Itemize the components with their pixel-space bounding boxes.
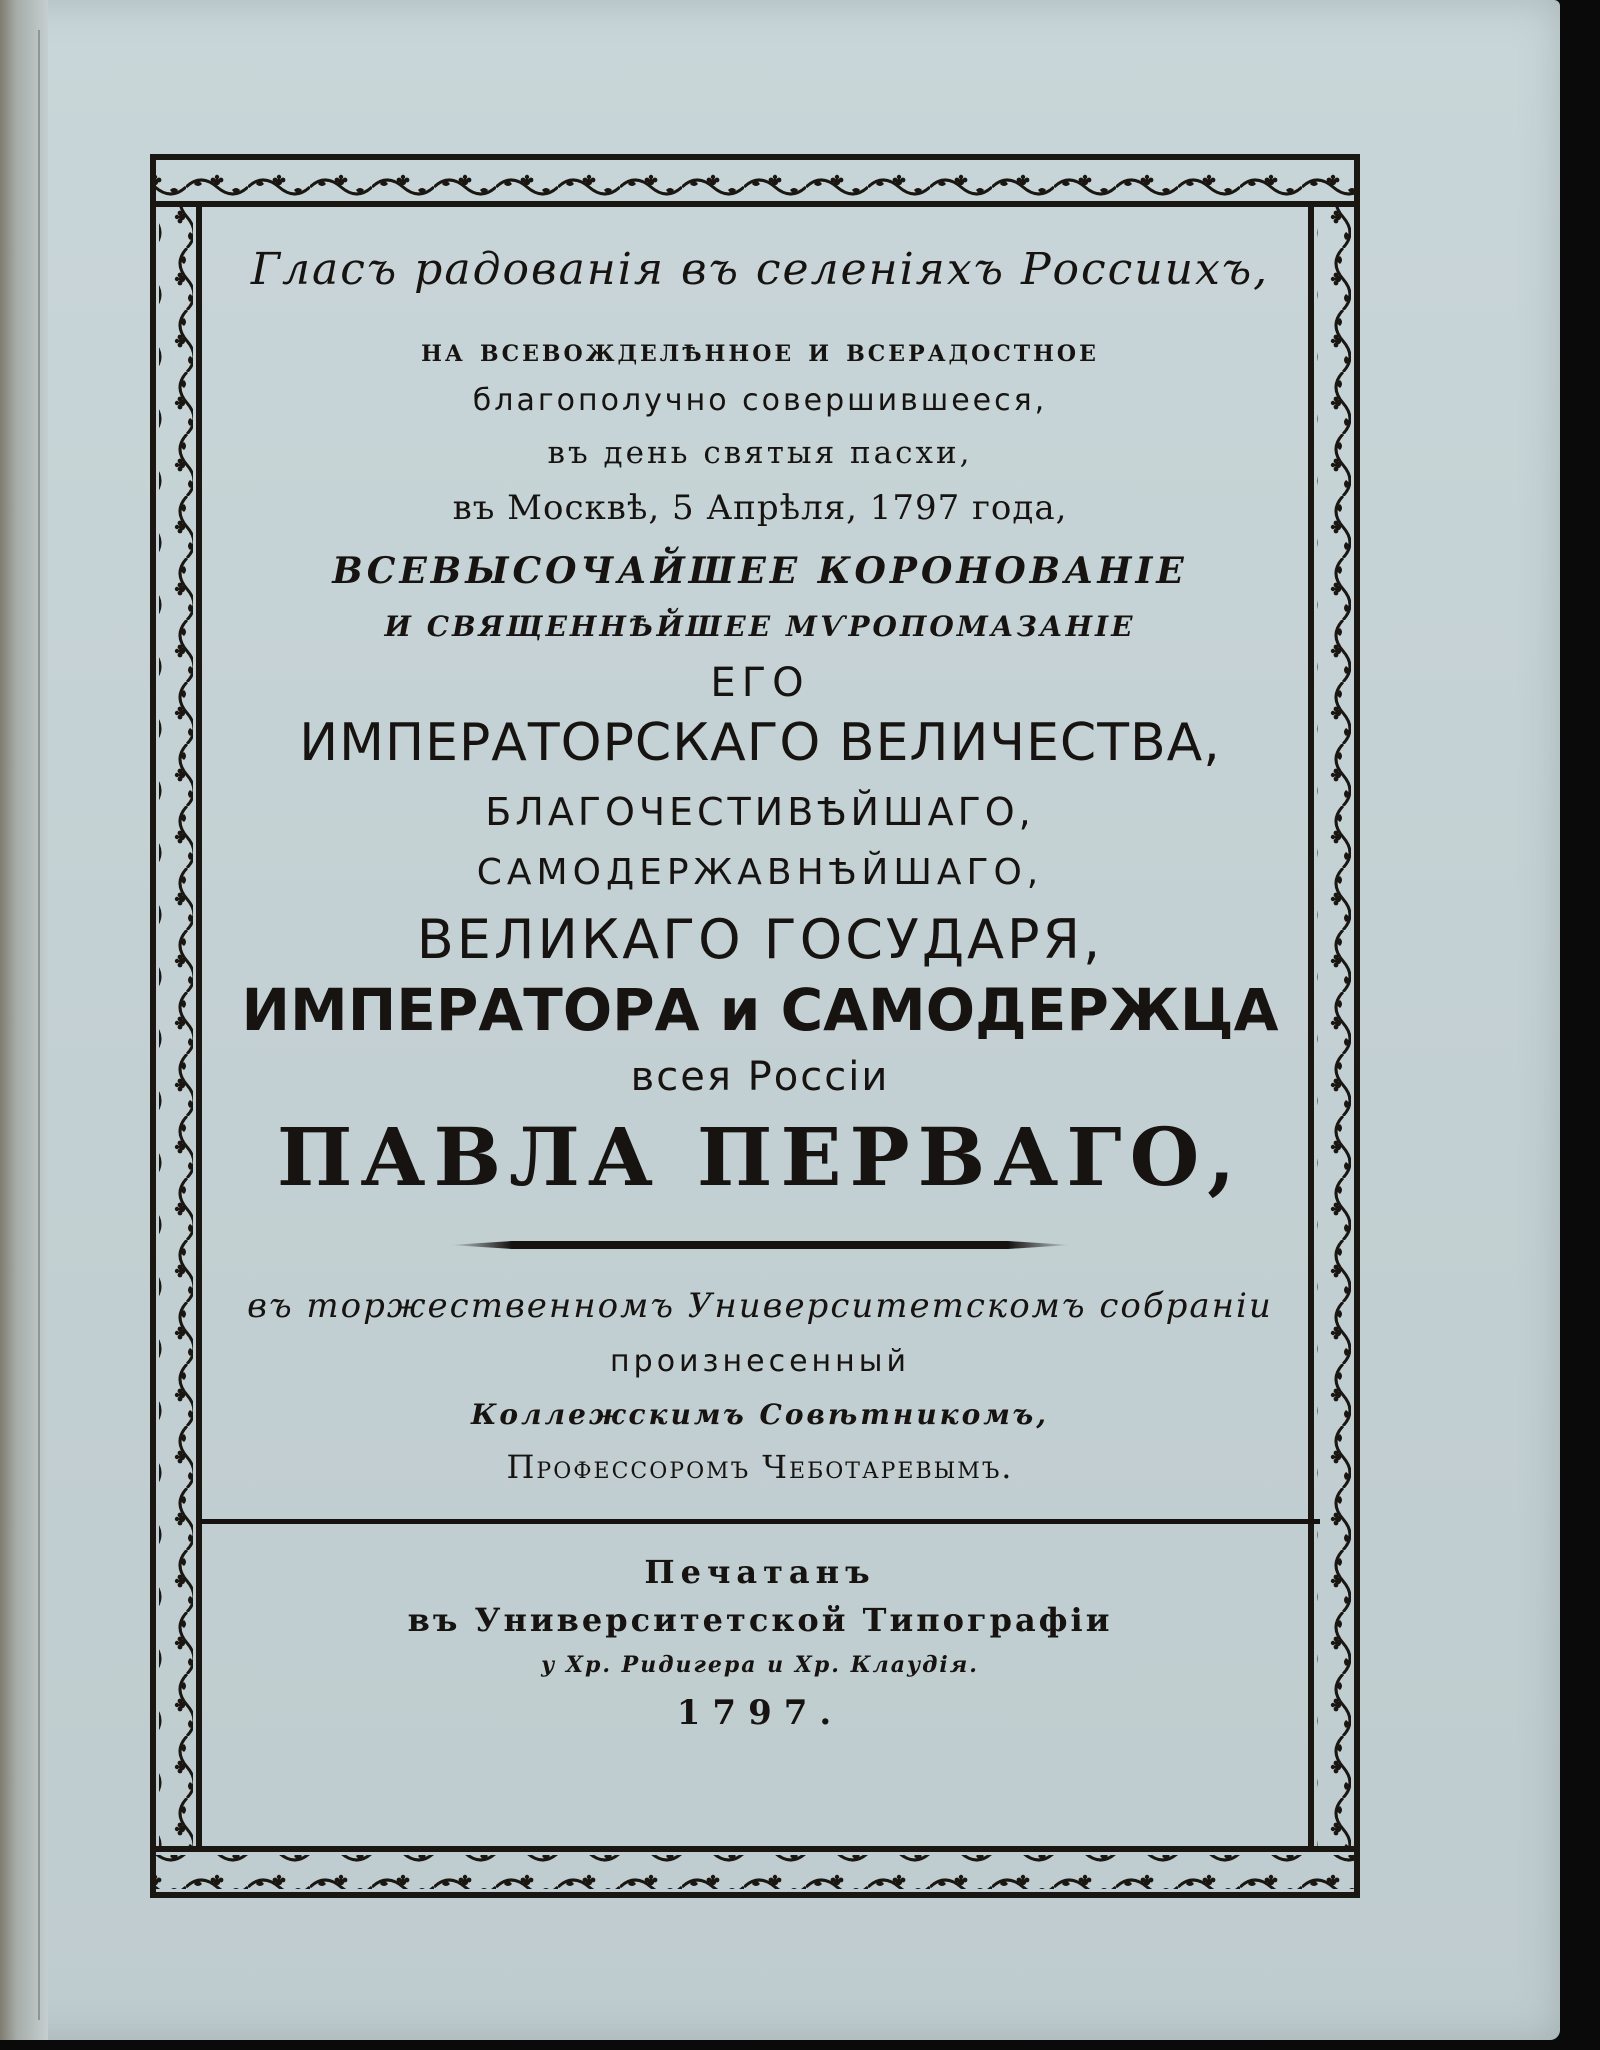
delivered-line: произнесенный [610, 1344, 910, 1379]
author-name: Профессоромъ Чеботаревымъ. [506, 1448, 1014, 1486]
imprint-rule [200, 1519, 1320, 1524]
imprint-year: 1797. [676, 1693, 844, 1733]
honorific-pious: БЛАГОЧЕСТИВѢЙШАГО, [485, 790, 1035, 834]
event-coronation: ВСЕВЫСОЧАЙШЕЕ КОРОНОВАНІЕ [332, 550, 1188, 592]
subtitle-line-3: въ день святыя пасхи, [547, 435, 973, 471]
author-rank: Коллежскимъ Совѣтникомъ, [470, 1398, 1050, 1431]
honorific-emperor: ИМПЕРАТОРА и САМОДЕРЖЦА [241, 976, 1279, 1044]
subtitle-line-1: на всевожделѣнное и всерадостное [421, 331, 1099, 369]
title-page-text [200, 240, 1320, 1733]
place-and-date: въ Москвѣ, 5 Апрѣля, 1797 года, [452, 488, 1068, 528]
honorific-great-sovereign: ВЕЛИКАГО ГОСУДАРЯ, [416, 908, 1104, 971]
imprint-printed: Печатанъ [644, 1553, 876, 1591]
honorific-his: ЕГО [710, 660, 810, 706]
book-title: Гласъ радованія въ селеніяхъ Россиихъ, [250, 244, 1270, 295]
honorific-autocratic: САМОДЕРЖАВНѢЙШАГО, [476, 852, 1044, 893]
honorific-all-russia: всея Россіи [630, 1054, 890, 1100]
tapered-rule [450, 1241, 1070, 1249]
imprint-press: въ Университетской Типографіи [407, 1601, 1113, 1639]
event-anointing: И СВЯЩЕННѢЙШЕЕ МѴРОПОМАЗАНІЕ [384, 610, 1136, 643]
emperor-name: ПАВЛА ПЕРВАГО, [276, 1110, 1244, 1204]
imprint-printers: у Хр. Ридигера и Хр. Клаудія. [541, 1652, 979, 1678]
honorific-majesty: ИМПЕРАТОРСКАГО ВЕЛИЧЕСТВА, [299, 713, 1221, 773]
subtitle-line-2: благополучно совершившееся, [472, 383, 1048, 418]
occasion-line: въ торжественномъ Университетскомъ собраніи [247, 1286, 1273, 1326]
